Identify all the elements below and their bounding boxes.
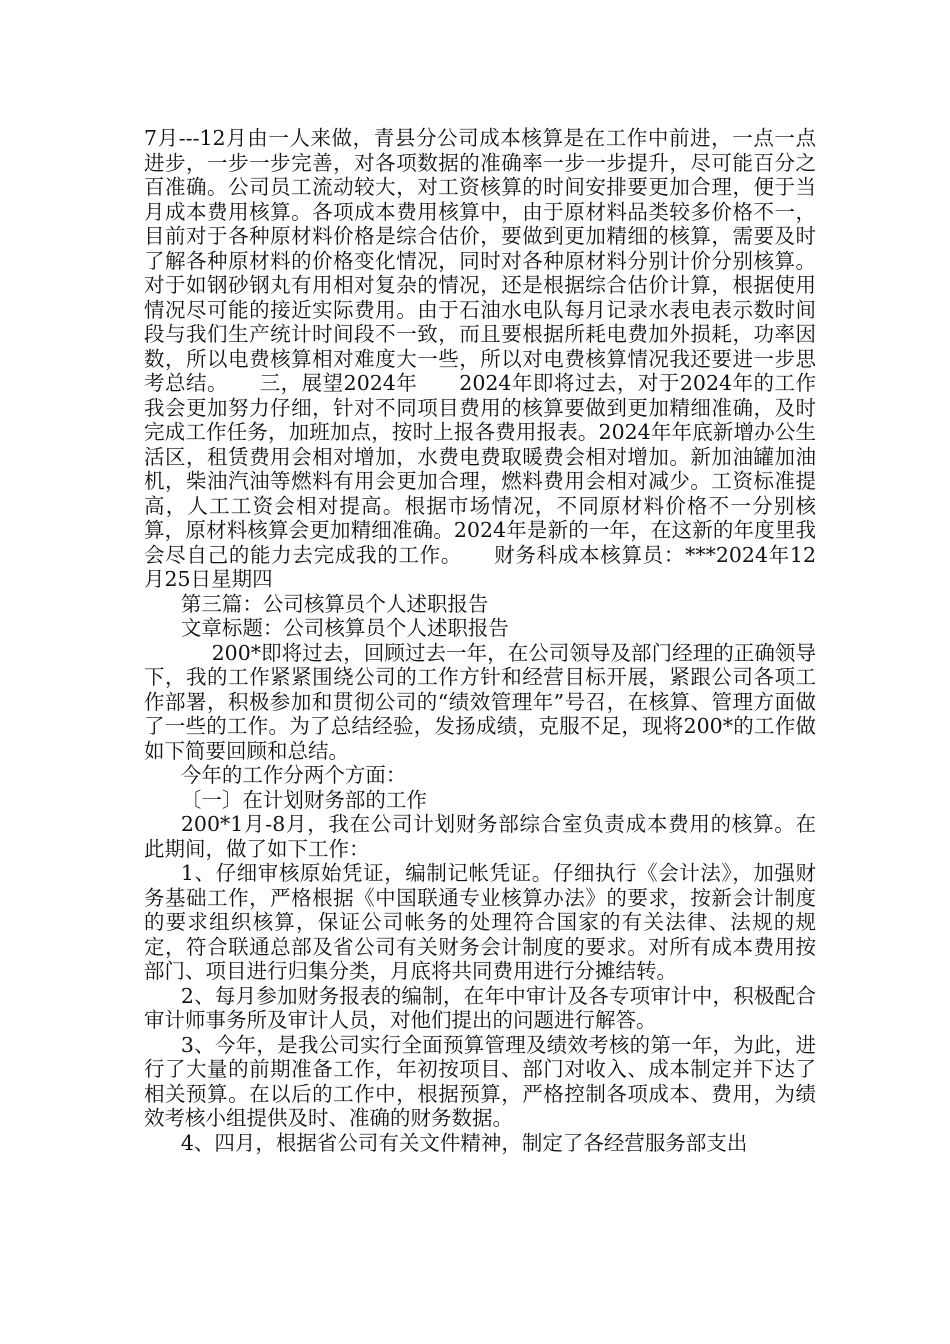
paragraph-period: 200*1月-8月，我在公司计划财务部综合室负责成本费用的核算。在此期间，做了如下工作： xyxy=(144,812,816,861)
subheading-finance-dept: 〔一〕在计划财务部的工作 xyxy=(180,787,427,812)
list-item-2: 2、每月参加财务报表的编制，在年中审计及各专项审计中，积极配合审计师事务所及审计人员，对他们提出的问题进行解答。 xyxy=(144,983,816,1032)
paragraph-work-aspects: 今年的工作分两个方面： xyxy=(180,763,407,787)
list-item-3: 3、今年，是我公司实行全面预算管理及绩效考核的第一年，为此，进行了大量的前期准备工作，年初按项目、部门对收入、成本制定并下达了相关预算。在以后的工作中，根据预算，严格控制各项成本、费用，为绩效考核小组提供及时、准确的财务数据。 xyxy=(144,1032,816,1130)
section-heading-third-article: 第三篇：公司核算员个人述职报告 xyxy=(180,591,489,616)
article-title: 文章标题：公司核算员个人述职报告 xyxy=(180,616,509,640)
list-item-1: 1、仔细审核原始凭证，编制记帐凭证。仔细执行《会计法》，加强财务基础工作，严格根据《中国联通专业核算办法》的要求，按新会计制度的要求组织核算，保证公司帐务的处理符合国家的有关法律、法规的规定，符合联通总部及省公司有关财务会计制度的要求。对所有成本费用按部门、项目进行归集分类，月底将共同费用进行分摊结转。 xyxy=(144,861,816,983)
list-item-4: 4、四月，根据省公司有关文件精神，制定了各经营服务部支出 xyxy=(180,1130,748,1155)
document-page xyxy=(144,126,816,1155)
paragraph-intro: 200*即将过去，回顾过去一年，在公司领导及部门经理的正确领导下，我的工作紧紧围绕公司的工作方针和经营目标开展，紧跟公司各项工作部署，积极参加和贯彻公司的“绩效管理年”号召，在核算、管理方面做了一些的工作。为了总结经验，发扬成绩，克服不足，现将200*的工作做如下简要回顾和总结。 xyxy=(144,640,816,763)
paragraph-cost-accounting-summary: 7月---12月由一人来做，青县分公司成本核算是在工作中前进，一点一点进步，一步一步完善，对各项数据的准确率一步一步提升，尽可能百分之百准确。公司员工流动较大，对工资核算的时间安排要更加合理，便于当月成本费用核算。各项成本费用核算中，由于原材料品类较多价格不一，目前对于各种原材料价格是综合估价，要做到更加精细的核算，需要及时了解各种原材料的价格变化情况，同时对各种原材料分别计价分别核算。对于如钢砂钢丸有用相对复杂的情况，还是根据综合估价计算，根据使用情况尽可能的接近实际费用。由于石油水电队每月记录水表电表示数时间段与我们生产统计时间段不一致，而且要根据所耗电费加外损耗，功率因数，所以电费核算相对难度大一些，所以对电费核算情况我还要进一步思考总结。 三，展望2024年 2024年即将过去，对于2024年的工作我会更加努力仔细，针对不同项目费用的核算要做到更加精细准确，及时完成工作任务，加班加点，按时上报各费用报表。2024年年底新增办公生活区，租赁费用会相对增加，水费电费取暖费会相对增加。新加油罐加油机，柴油汽油等燃料有用会更加合理，燃料费用会相对减少。工资标准提高，人工工资会相对提高。根据市场情况，不同原材料价格不一分别核算，原材料核算会更加精细准确。2024年是新的一年，在这新的年度里我会尽自己的能力去完成我的工作。 财务科成本核算员：***2024年12月25日星期四 xyxy=(144,126,816,591)
